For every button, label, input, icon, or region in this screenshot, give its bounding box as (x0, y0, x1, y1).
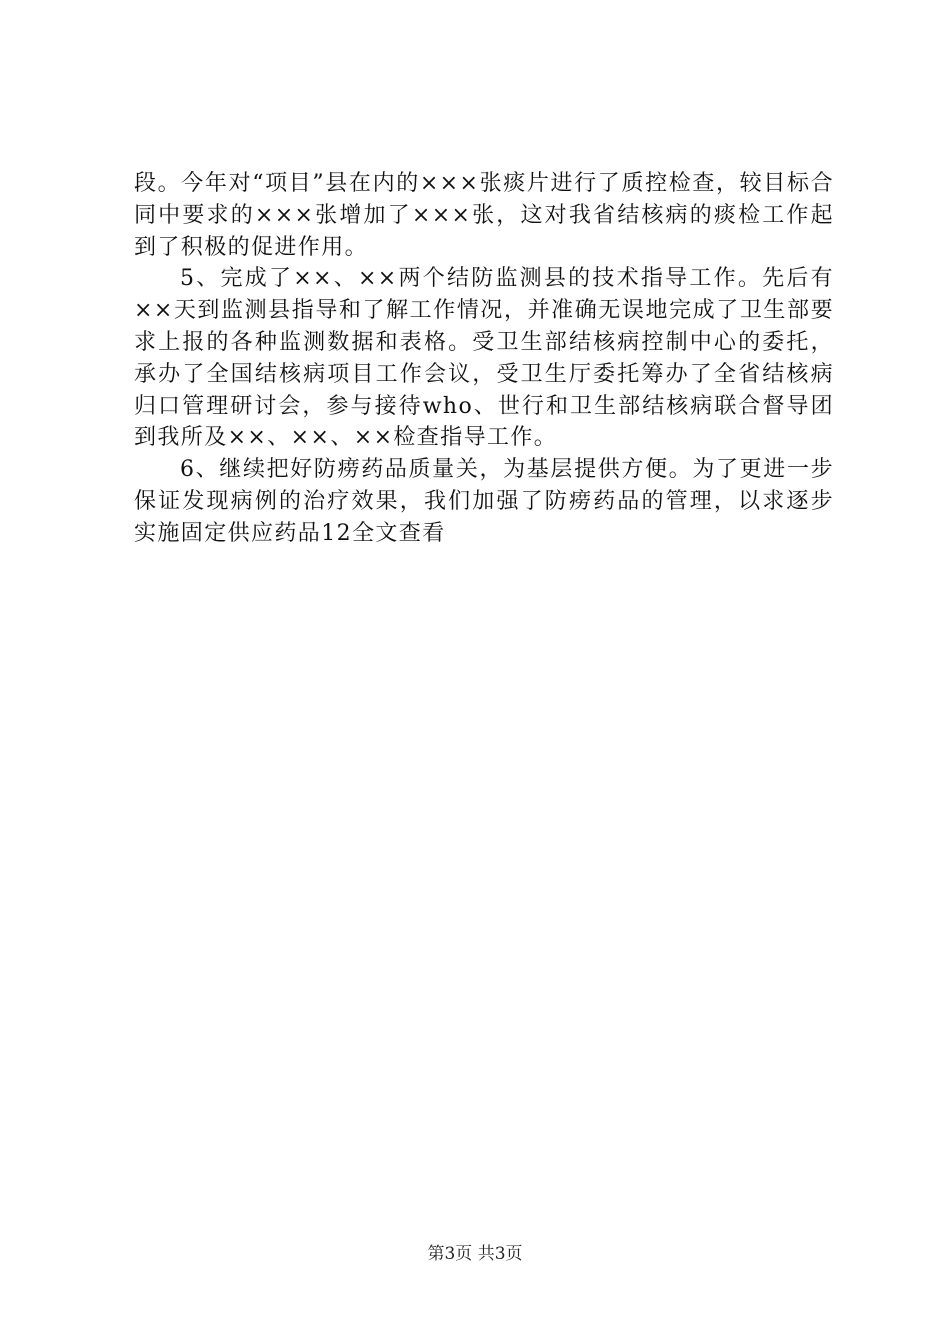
body-text (134, 168, 834, 550)
paragraph-item-6: 6、继续把好防痨药品质量关，为基层提供方便。为了更进一步保证发现病例的治疗效果，我们加强了防痨药品的管理，以求逐步实施固定供应药品12全文查看 (134, 457, 834, 546)
paragraph-item-5: 5、完成了××、××两个结防监测县的技术指导工作。先后有××天到监测县指导和了解工作情况，并准确无误地完成了卫生部要求上报的各种监测数据和表格。受卫生部结核病控制中心的委托，承办了全国结核病项目工作会议，受卫生厅委托筹办了全省结核病归口管理研讨会，参与接待who、世行和卫生部结核病联合督导团到我所及××、××、××检查指导工作。 (134, 266, 834, 451)
paragraph-continuation: 段。今年对“项目”县在内的×××张痰片进行了质控检查，较目标合同中要求的×××张增加了×××张，这对我省结核病的痰检工作起到了积极的促进作用。 (134, 171, 834, 260)
page-footer: 第3页 共3页 (427, 1244, 523, 1264)
